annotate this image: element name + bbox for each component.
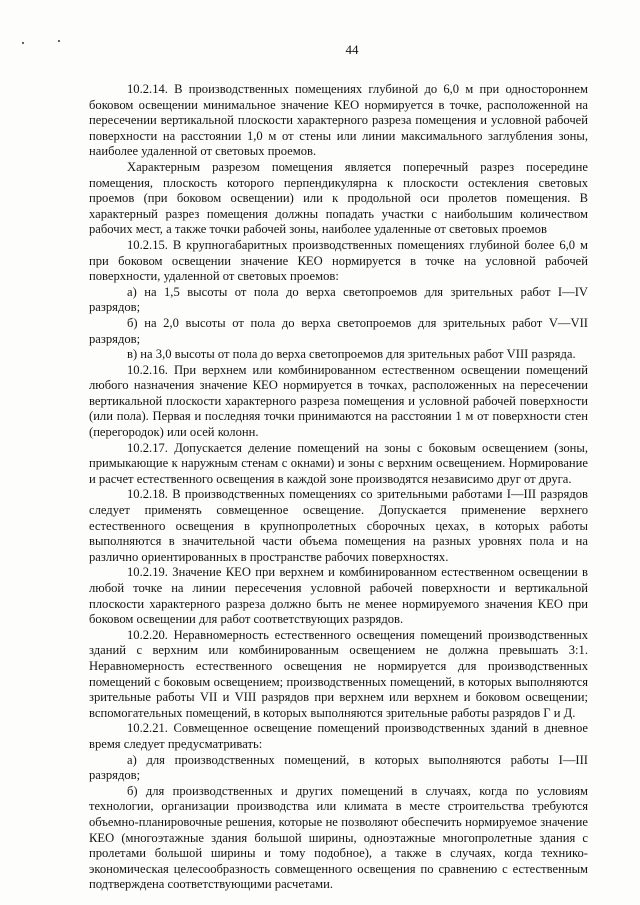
list-item-b: б) на 2,0 высоты от пола до верха светопроемов для зрительных работ V—VII разрядов; [89, 315, 588, 346]
paragraph-10-2-21: 10.2.21. Совмещенное освещение помещений производственных зданий в дневное время следует предусматривать: [89, 721, 588, 751]
list-item-v: в) на 3,0 высоты от пола до верха светопроемов для зрительных работ VIII разряда. [127, 347, 576, 362]
paragraph-10-2-14: 10.2.14. В производственных помещениях глубиной до 6,0 м при одностороннем боковом освещении минимальное значение КЕО нормируется в точке, расположенной на пересечении вертикальной плоскости характерного разреза помещения и условной рабочей поверхности на расстоянии 1,0 м от стены или линии максимального заглубления зоны, наиболее удаленной от световых проемов. [89, 82, 588, 159]
page-number: 44 [345, 42, 359, 57]
scan-speck [22, 42, 24, 44]
paragraph-10-2-18: 10.2.18. В производственных помещениях со зрительными работами I—III разрядов следует применять совмещенное освещение. Допускается применение верхнего естественного освещения в крупнопролетных сборочных цехах, в которых работы выполняются в значительной части объема помещения на разных уровнях пола и на различно ориентированных в пространстве рабочих поверхностях. [89, 487, 588, 564]
paragraph-10-2-17: 10.2.17. Допускается деление помещений на зоны с боковым освещением (зоны, примыкающие к наружным стенам с окнами) и зоны с верхним освещением. Нормирование и расчет естественного освещения в каждой зоне производятся независимо друг от друга. [89, 440, 588, 486]
list-item-a: а) на 1,5 высоты от пола до верха светопроемов для зрительных работ I—IV разрядов; [89, 284, 588, 315]
paragraph-10-2-16: 10.2.16. При верхнем или комбинированном естественном освещении помещений любого назначения значение КЕО нормируется в точках, расположенных на пересечении вертикальной плоскости характерного разреза помещения и условной рабочей поверхности (или пола). Первая и последняя точки принимаются на расстоянии 1 м от поверхности стен (перегородок) или осей колонн. [89, 362, 588, 440]
list-item-b-combined: б) для производственных и других помещений в случаях, когда по условиям технологии, организации производства или климата в месте строительства требуются объемно-планировочные решения, которые не позволяют обеспечить нормируемое значение КЕО (многоэтажные здания большой ширины, одноэтажные многопролетные здания с пролетами большой ширины и тому подобное), а также в случаях, когда технико-экономическая целесообразность совмещенного освещения по сравнению с естественным подтверждена соответствующими расчетами. [89, 783, 588, 892]
paragraph-10-2-20: 10.2.20. Неравномерность естественного освещения помещений производственных зданий с верхним или комбинированным освещением не должна превышать 3:1. Неравномерность естественного освещения не нормируется для производственных помещений с боковым освещением; производственных помещений, в которых выполняются зрительные работы VII и VIII разрядов при верхнем или верхнем и боковом освещении; вспомогательных помещений, в которых выполняются зрительные работы разрядов Г и Д. [89, 627, 588, 720]
paragraph-10-2-19: 10.2.19. Значение КЕО при верхнем и комбинированном естественном освещении в любой точке на линии пересечения условной рабочей поверхности и вертикальной плоскости характерного разреза должно быть не менее нормируемого значения КЕО при боковом освещении для работ соответствующих разрядов. [89, 565, 588, 627]
list-item-a-combined: а) для производственных помещений, в которых выполняются работы I—III разрядов; [89, 752, 588, 783]
paragraph-10-2-15: 10.2.15. В крупногабаритных производственных помещениях глубиной более 6,0 м при боковом освещении значение КЕО нормируется в точке на условной рабочей поверхности, удаленной от световых проемов: [89, 237, 588, 284]
document-body [89, 82, 588, 893]
paragraph-characteristic-section: Характерным разрезом помещения является поперечный разрез посередине помещения, плоскость которого перпендикулярна к плоскости остекления световых проемов (при боковом освещении) или к продольной оси пролетов помещения. В характерный разрез помещения должны попадать участки с наибольшим количеством рабочих мест, а также точки рабочей зоны, наиболее удаленные от световых проемов [89, 159, 588, 237]
